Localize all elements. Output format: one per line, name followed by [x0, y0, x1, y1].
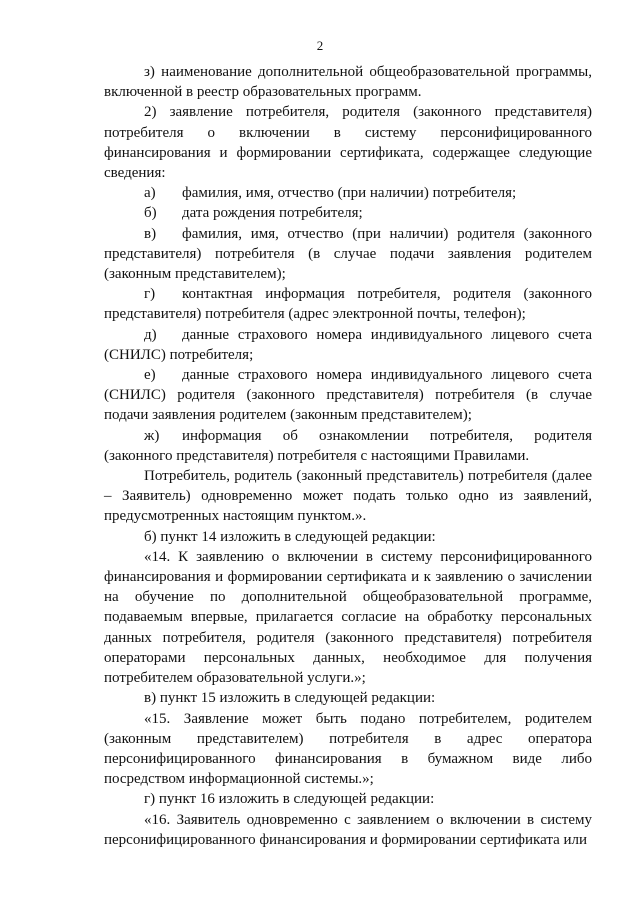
list-item-text: данные страхового номера индивидуального лицевого счета (СНИЛС) родителя (законного представителя) потребителя (в случае подачи заявления родителем (законным представителем);	[104, 367, 592, 424]
list-item-marker: е)	[144, 367, 156, 384]
list-item-marker: а)	[144, 185, 156, 202]
list-item-text: фамилия, имя, отчество (при наличии) потребителя;	[182, 185, 517, 202]
paragraph: «16. Заявитель одновременно с заявлением о включении в систему персонифицированного финансирования и формировании сертификата или	[104, 811, 592, 848]
paragraph: з) наименование дополнительной общеобразовательной программы, включенной в реестр образовательных программ.	[104, 64, 592, 101]
document-body	[104, 62, 592, 850]
paragraph: 2) заявление потребителя, родителя (законного представителя) потребителя о включении в систему персонифицированного финансирования и формировании сертификата, содержащее следующие сведения:	[104, 104, 592, 182]
list-item-text: фамилия, имя, отчество (при наличии) родителя (законного представителя) потребителя (в случае подачи заявления родителем (законным представителем);	[104, 225, 592, 283]
list-item-text: информация об ознакомлении потребителя, родителя (законного представителя) потребителя с настоящими Правилами.	[104, 427, 592, 464]
list-item-marker: ж)	[144, 427, 160, 444]
list-item-text: данные страхового номера индивидуального лицевого счета (СНИЛС) потребителя;	[104, 326, 592, 363]
list-item	[104, 284, 592, 324]
list-item	[104, 203, 592, 223]
list-item	[104, 426, 592, 466]
list-item-marker: в)	[144, 225, 157, 242]
paragraph: в) пункт 15 изложить в следующей редакции:	[144, 690, 436, 707]
list-item-text: дата рождения потребителя;	[182, 205, 363, 222]
list-item-text: контактная информация потребителя, родителя (законного представителя) потребителя (адрес электронной почты, телефон);	[104, 286, 592, 323]
list-item-marker: д)	[144, 326, 157, 343]
paragraph: «15. Заявление может быть подано потребителем, родителем (законным представителем) потребителя в адрес оператора персонифицированного финансирования в бумажном виде либо посредством информационной системы.»;	[104, 710, 592, 788]
list-item	[104, 183, 592, 203]
list-item-marker: г)	[144, 286, 156, 303]
list-item-marker: б)	[144, 205, 157, 222]
paragraph: б) пункт 14 изложить в следующей редакции:	[144, 528, 436, 545]
paragraph: «14. К заявлению о включении в систему персонифицированного финансирования и формировании сертификата и к заявлению о зачислении на обучение по дополнительной общеобразовательной программе, подаваемым впервые, прилагается согласие на обработку персональных данных потребителя, родителя (законного представителя) потребителя операторами персональных данных, необходимое для получения потребителем образовательной услуги.»;	[104, 548, 592, 687]
paragraph: г) пункт 16 изложить в следующей редакции:	[144, 791, 435, 808]
paragraph: Потребитель, родитель (законный представитель) потребителя (далее – Заявитель) одновременно может подать только одно из заявлений, предусмотренных настоящим пунктом.».	[104, 468, 592, 525]
list-item	[104, 325, 592, 365]
list-item	[104, 224, 592, 285]
page-number: 2	[316, 38, 324, 53]
list-item	[104, 365, 592, 426]
